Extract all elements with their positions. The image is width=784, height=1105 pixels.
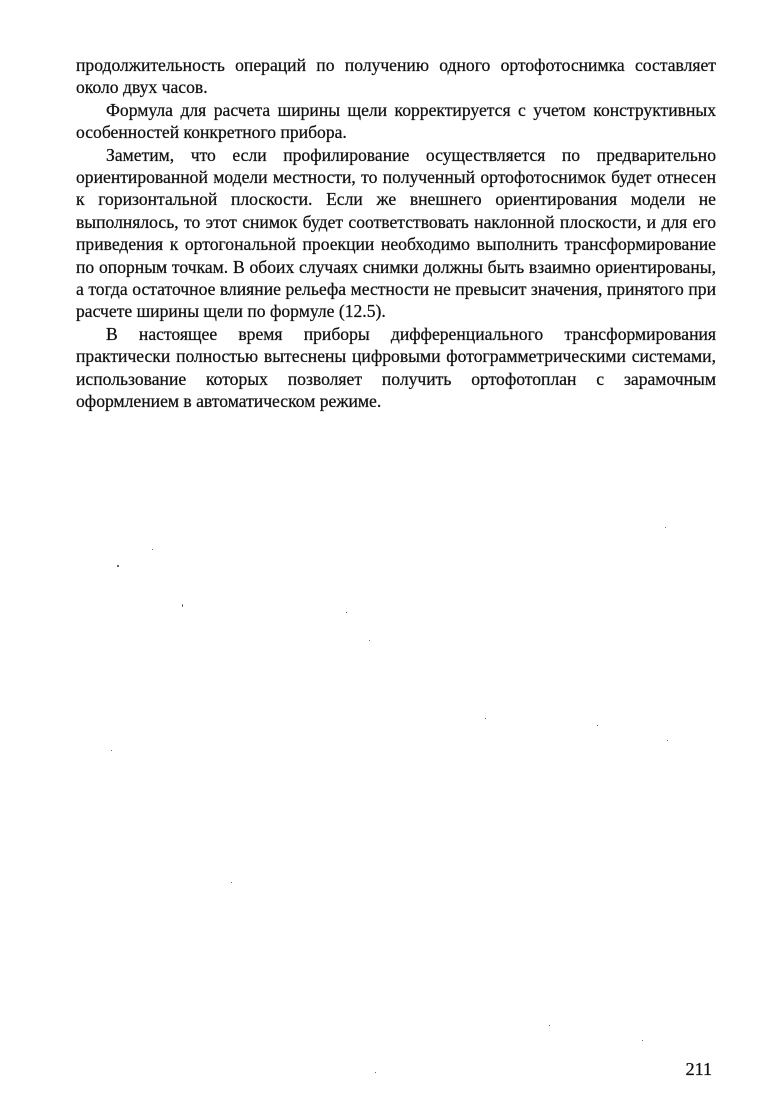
- scan-speck: [665, 527, 666, 528]
- scan-speck: [231, 882, 232, 883]
- scan-speck: [667, 740, 668, 741]
- scan-speck: [549, 1025, 550, 1026]
- paragraph-1: продолжительность операций по получению одного ортофотоснимка составляет около двух часов.: [76, 55, 716, 98]
- scan-speck: [346, 612, 347, 613]
- paragraph-4: В настоящее время приборы дифференциального трансформирования практически полностью вытеснены цифровыми фотограмметрическими системами, использование которых позволяет получить ортофотоплан с зарамочным оформлением в автоматическом режиме.: [76, 323, 716, 412]
- scan-speck: [182, 604, 183, 607]
- scan-speck: [597, 725, 598, 726]
- body-text: [76, 54, 716, 413]
- scan-speck: [152, 549, 153, 550]
- scan-speck: [117, 565, 119, 567]
- scan-speck: [111, 750, 112, 751]
- scan-speck: [375, 1072, 376, 1073]
- scan-speck: [485, 718, 486, 719]
- scan-speck: [642, 1040, 643, 1041]
- paragraph-2: Формула для расчета ширины щели корректируется с учетом конструктивных особенностей конкретного прибора.: [76, 99, 716, 143]
- page-number: 211: [685, 1059, 712, 1079]
- paragraph-3: Заметим, что если профилирование осуществляется по предварительно ориентированной модели местности, то полученный ортофотоснимок будет отнесен к горизонтальной плоскости. Если же внешнего ориентирования модели не выполнялось, то этот снимок будет соответствовать наклонной плоскости, и для его приведения к ортогональной проекции необходимо выполнить трансформирование по опорным точкам. В обоих случаях снимки должны быть взаимно ориентированы, а тогда остаточное влияние рельефа местности не превысит значения, принятого при расчете ширины щели по формуле (12.5).: [76, 144, 716, 322]
- scan-speck: [369, 640, 370, 641]
